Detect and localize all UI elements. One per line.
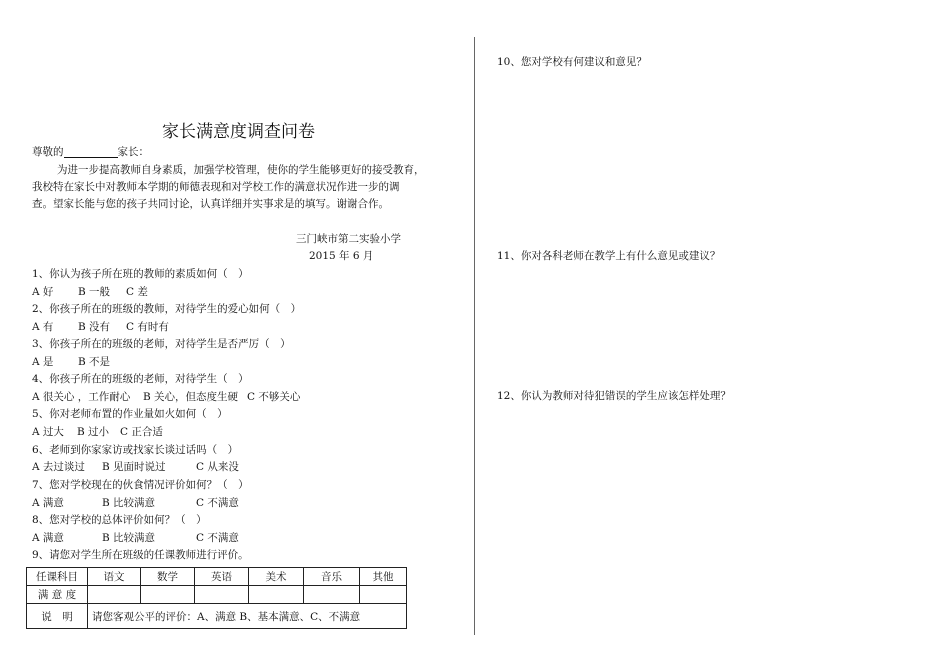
salutation: [32, 146, 149, 158]
question-1-options: [32, 286, 148, 298]
table-header-row: [27, 568, 407, 586]
option-b[interactable]: B 没有: [78, 321, 111, 333]
option-c[interactable]: C 不满意: [196, 532, 239, 544]
question-6: 6、老师到你家家访或找家长谈过话吗（ ）: [32, 444, 239, 456]
teacher-evaluation-table: [26, 567, 407, 629]
survey-date: 2015 年 6 月: [309, 250, 374, 262]
option-b[interactable]: B 过小: [77, 426, 110, 438]
satisfaction-label: 满 意 度: [27, 586, 88, 604]
note-text: 请您客观公平的评价：A、满意 B、基本满意、C、不满意: [88, 604, 407, 629]
question-11: 11、你对各科老师在教学上有什么意见或建议？: [497, 250, 721, 262]
page-divider: [474, 37, 475, 635]
question-4: 4、你孩子所在的班级的老师，对待学生（ ）: [32, 373, 249, 385]
table-header-cell: 数学: [141, 568, 195, 586]
question-2: 2、你孩子所在的班级的教师，对待学生的爱心如何（ ）: [32, 303, 302, 315]
question-8: 8、您对学校的总体评价如何？（ ）: [32, 514, 207, 526]
salutation-prefix: 尊敬的: [32, 146, 64, 158]
option-c[interactable]: C 从来没: [196, 461, 239, 473]
option-a[interactable]: A 满意: [32, 532, 64, 544]
option-c[interactable]: C 正合适: [120, 426, 163, 438]
option-a[interactable]: A 很关心 ，工作耐心: [32, 391, 131, 403]
table-header-cell: 任课科目: [27, 568, 88, 586]
option-a[interactable]: A 有: [32, 321, 54, 333]
question-2-options: [32, 321, 169, 333]
salutation-suffix: 家长：: [117, 146, 149, 158]
option-c[interactable]: C 不够关心: [247, 391, 301, 403]
satisfaction-cell-math[interactable]: [141, 586, 195, 604]
option-b[interactable]: B 见面时说过: [102, 461, 166, 473]
option-b[interactable]: B 不是: [78, 356, 111, 368]
question-10: 10、您对学校有何建议和意见？: [497, 56, 647, 68]
question-8-options: [32, 532, 239, 544]
question-5-options: [32, 426, 163, 438]
page-title: 家长满意度调查问卷: [162, 122, 315, 142]
question-7-options: [32, 497, 239, 509]
satisfaction-cell-english[interactable]: [195, 586, 249, 604]
option-a[interactable]: A 过大: [32, 426, 64, 438]
table-header-cell: 英语: [195, 568, 249, 586]
option-a[interactable]: A 满意: [32, 497, 64, 509]
question-12: 12、你认为教师对待犯错误的学生应该怎样处理？: [497, 390, 731, 402]
question-5: 5、你对老师布置的作业量如火如何（ ）: [32, 408, 228, 420]
option-b[interactable]: B 比较满意: [102, 497, 156, 509]
table-row: [27, 604, 407, 629]
question-9: 9、请您对学生所在班级的任课教师进行评价。: [32, 549, 249, 561]
satisfaction-cell-art[interactable]: [249, 586, 304, 604]
question-1: 1、你认为孩子所在班的教师的素质如何（ ）: [32, 268, 249, 280]
satisfaction-cell-other[interactable]: [360, 586, 407, 604]
school-name: 三门峡市第二实验小学: [296, 233, 401, 245]
option-b[interactable]: B 一般: [78, 286, 111, 298]
name-blank-line[interactable]: [64, 147, 118, 158]
table-header-cell: 美术: [249, 568, 304, 586]
option-c[interactable]: C 有时有: [126, 321, 169, 333]
option-a[interactable]: A 好: [32, 286, 54, 298]
question-7: 7、您对学校现在的伙食情况评价如何？（ ）: [32, 479, 249, 491]
satisfaction-cell-music[interactable]: [304, 586, 360, 604]
table-header-cell: 其他: [360, 568, 407, 586]
option-a[interactable]: A 去过谈过: [32, 461, 85, 473]
option-b[interactable]: B 关心，但态度生硬: [143, 391, 239, 403]
intro-line-2: 我校特在家长中对教师本学期的师德表现和对学校工作的满意状况作进一步的调: [32, 181, 400, 193]
question-3: 3、你孩子所在的班级的老师，对待学生是否严厉（ ）: [32, 338, 291, 350]
question-3-options: [32, 356, 110, 368]
option-b[interactable]: B 比较满意: [102, 532, 156, 544]
question-6-options: [32, 461, 239, 473]
option-a[interactable]: A 是: [32, 356, 54, 368]
table-header-cell: 音乐: [304, 568, 360, 586]
option-c[interactable]: C 差: [126, 286, 148, 298]
question-4-options: [32, 391, 300, 403]
intro-line-3: 查。望家长能与您的孩子共同讨论，认真详细并实事求是的填写。谢谢合作。: [32, 198, 389, 210]
intro-line-1: 为进一步提高教师自身素质，加强学校管理，使你的学生能够更好的接受教育，: [57, 164, 425, 176]
satisfaction-cell-chinese[interactable]: [88, 586, 141, 604]
option-c[interactable]: C 不满意: [196, 497, 239, 509]
table-header-cell: 语文: [88, 568, 141, 586]
table-row: [27, 586, 407, 604]
note-label: 说 明: [27, 604, 88, 629]
